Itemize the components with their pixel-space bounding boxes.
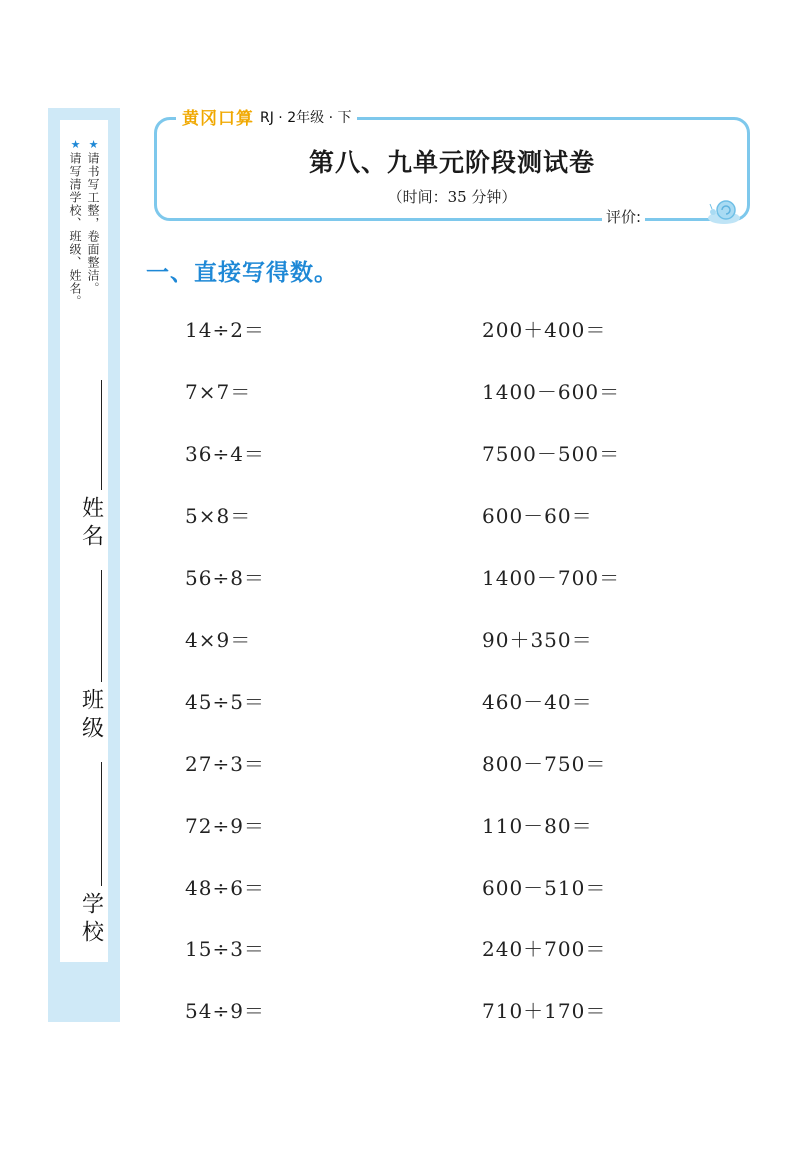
star-icon: ★ — [69, 138, 82, 152]
school-field[interactable] — [76, 762, 106, 948]
problem-right-2: 1400－600＝ — [482, 380, 621, 404]
problem-left-2: 7×7＝ — [185, 380, 252, 404]
edition-label: RJ · 2年级 · 下 — [260, 109, 352, 126]
school-label: 学校 — [78, 892, 104, 948]
class-field[interactable] — [76, 570, 106, 744]
problem-left-10: 48÷6＝ — [185, 876, 265, 900]
star-icon: ★ — [87, 138, 100, 152]
problem-right-12: 710＋170＝ — [482, 999, 607, 1023]
section-title: 一、直接写得数。 — [146, 260, 338, 286]
name-field[interactable] — [76, 380, 106, 552]
problem-left-6: 4×9＝ — [185, 628, 252, 652]
evaluation-label: 评价: — [602, 206, 645, 227]
problem-right-6: 90＋350＝ — [482, 628, 593, 652]
name-label: 姓名 — [78, 496, 104, 552]
problem-left-8: 27÷3＝ — [185, 752, 265, 776]
problem-right-4: 600－60＝ — [482, 504, 593, 528]
name-line[interactable] — [101, 380, 102, 490]
page-title: 第八、九单元阶段测试卷 — [308, 148, 595, 177]
problem-left-4: 5×8＝ — [185, 504, 252, 528]
problem-right-3: 7500－500＝ — [482, 442, 621, 466]
school-line[interactable] — [101, 762, 102, 886]
class-label: 班级 — [78, 688, 104, 744]
problem-left-7: 45÷5＝ — [185, 690, 265, 714]
problem-left-5: 56÷8＝ — [185, 566, 265, 590]
problem-right-5: 1400－700＝ — [482, 566, 621, 590]
problem-right-11: 240＋700＝ — [482, 937, 607, 961]
brand-tag — [176, 104, 357, 129]
brand-logo: 黄冈口算 — [182, 109, 254, 129]
problem-left-9: 72÷9＝ — [185, 814, 265, 838]
class-line[interactable] — [101, 570, 102, 682]
problem-left-1: 14÷2＝ — [185, 318, 265, 342]
snail-icon — [706, 196, 742, 226]
problem-right-9: 110－80＝ — [482, 814, 593, 838]
problem-right-7: 460－40＝ — [482, 690, 593, 714]
time-note: （时间：35 分钟） — [387, 188, 517, 206]
problem-right-1: 200＋400＝ — [482, 318, 607, 342]
problem-right-8: 800－750＝ — [482, 752, 607, 776]
problem-left-12: 54÷9＝ — [185, 999, 265, 1023]
problem-left-11: 15÷3＝ — [185, 937, 265, 961]
problem-right-10: 600－510＝ — [482, 876, 607, 900]
problem-left-3: 36÷4＝ — [185, 442, 265, 466]
instruction-note-2: ★请书写工整，卷面整洁。 — [86, 138, 100, 295]
instruction-note-1: ★请写清学校、班级、姓名。 — [68, 138, 82, 308]
